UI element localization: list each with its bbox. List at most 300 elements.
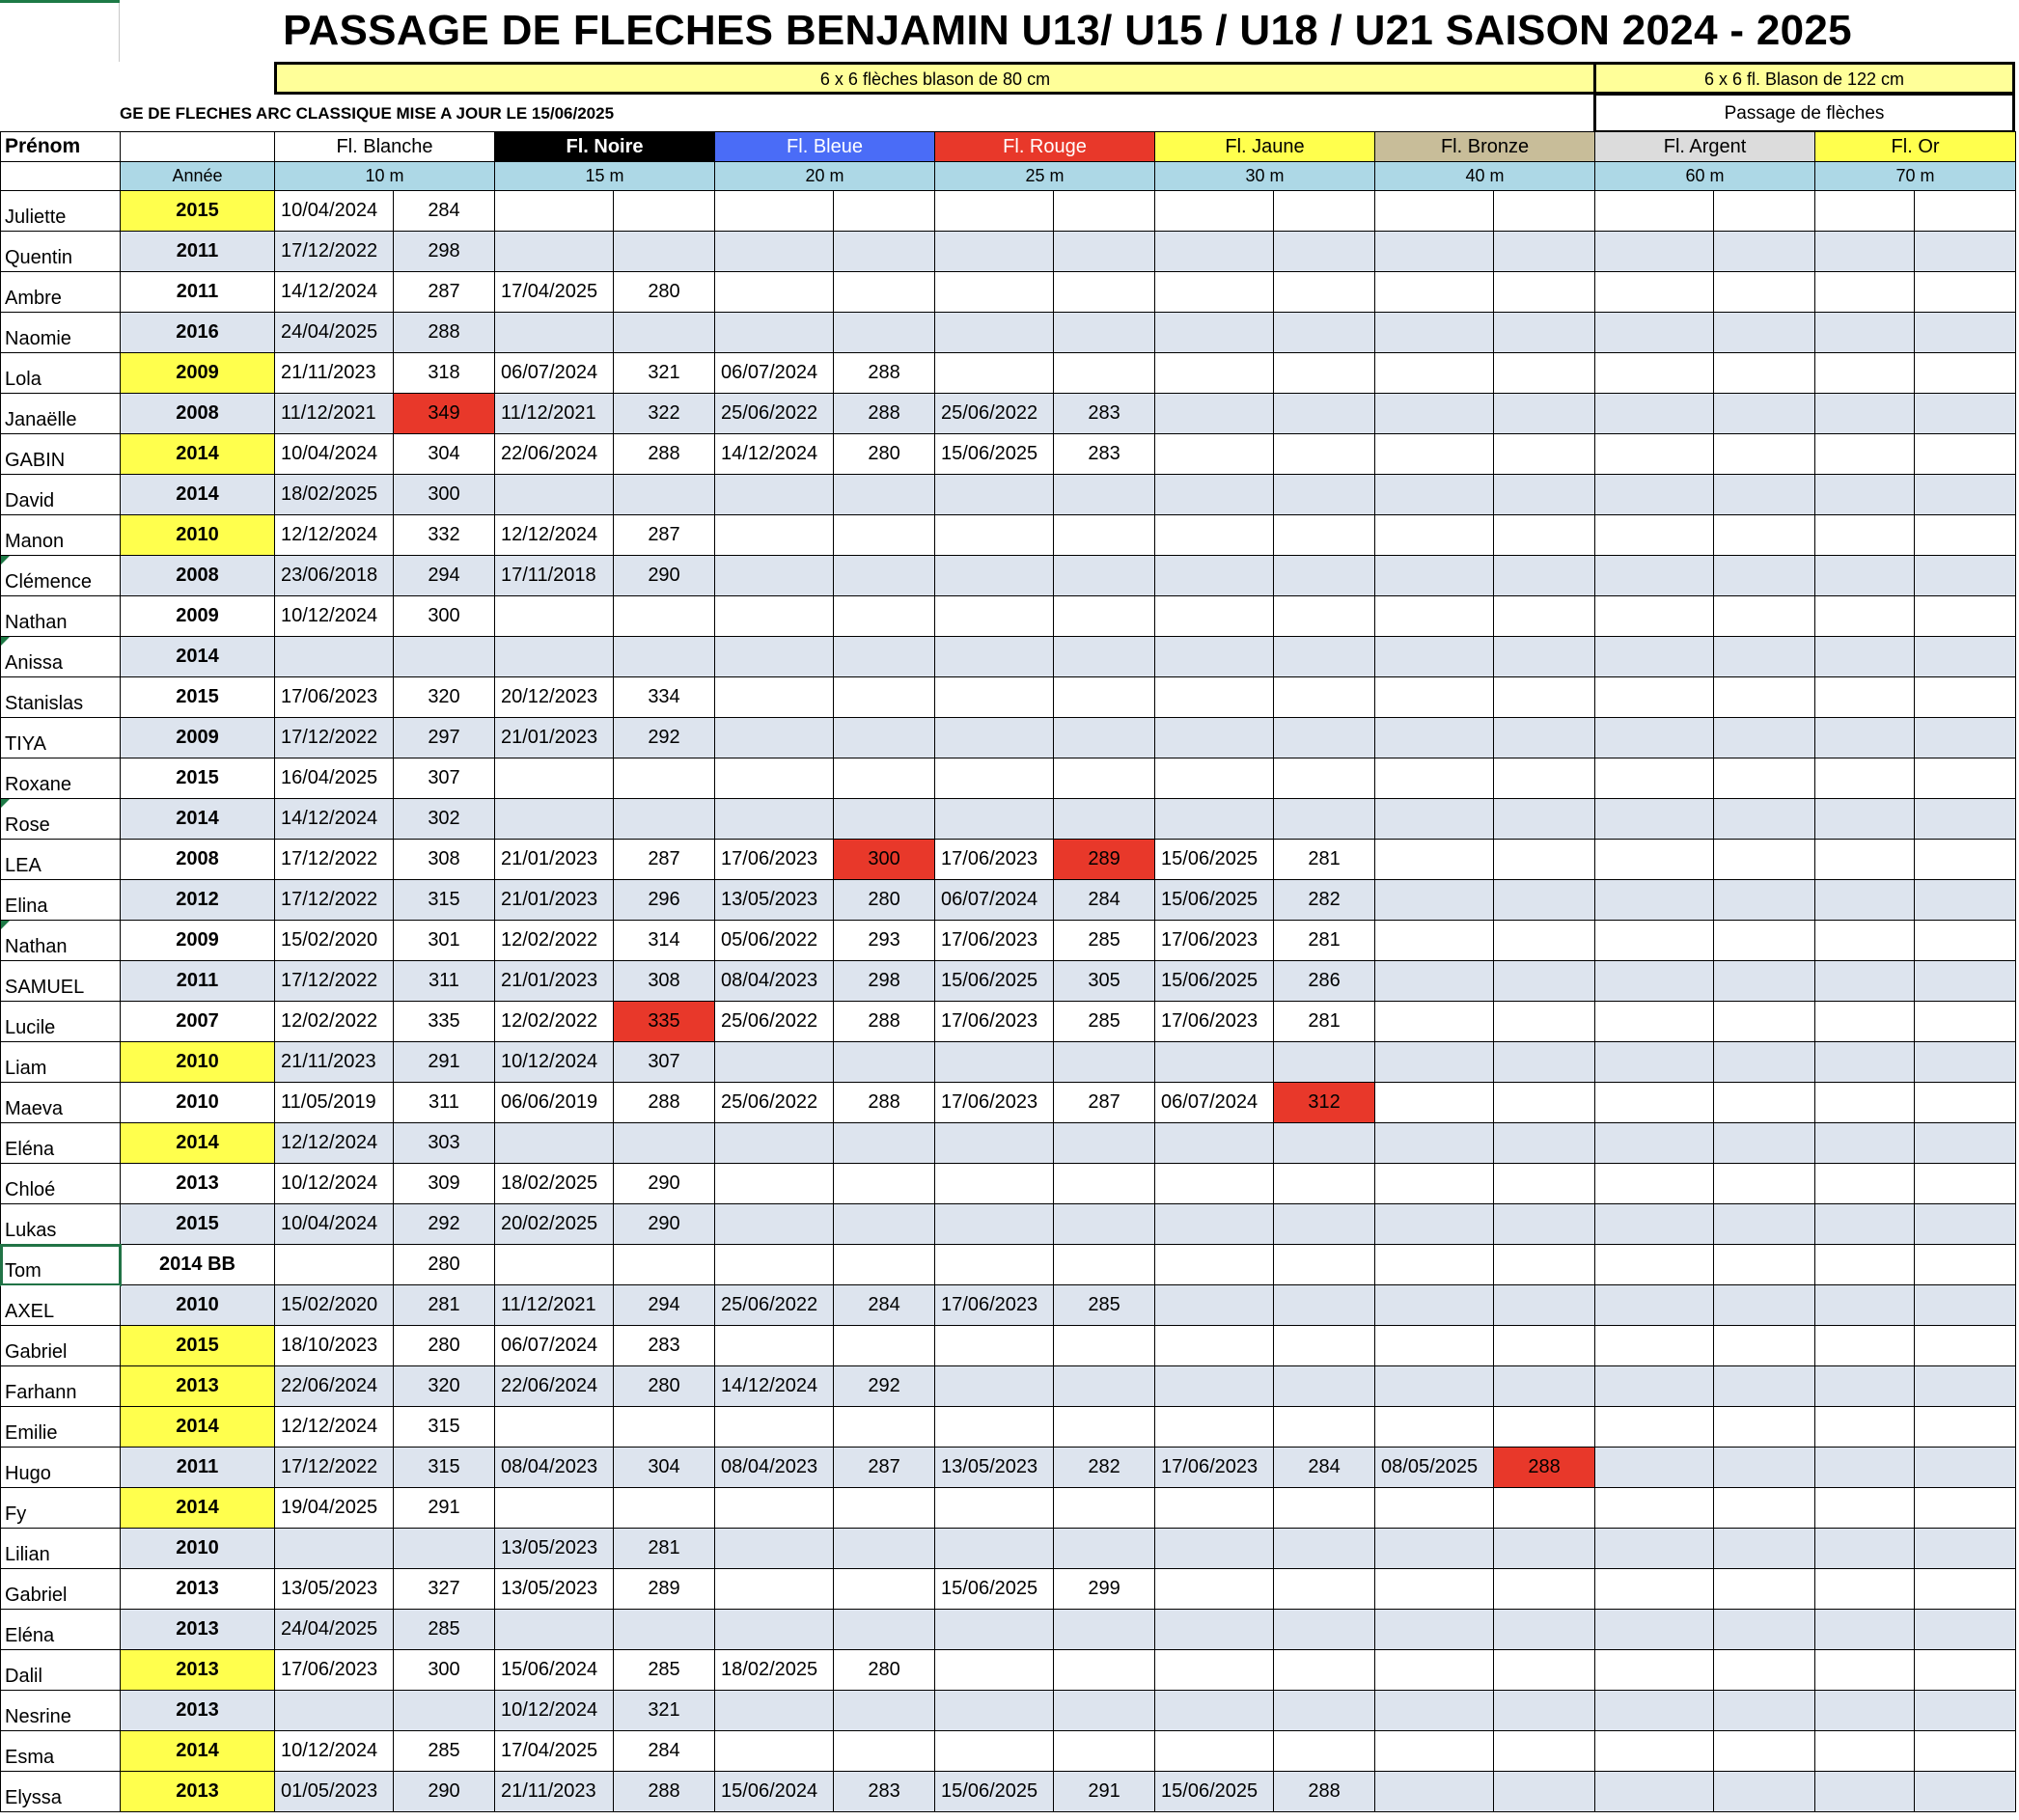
date-cell[interactable]: 12/12/2024 — [275, 515, 394, 556]
score-cell[interactable]: 320 — [394, 677, 495, 718]
date-cell[interactable] — [1375, 1245, 1494, 1285]
date-cell[interactable] — [1595, 677, 1714, 718]
date-cell[interactable]: 12/12/2024 — [275, 1123, 394, 1164]
score-cell[interactable] — [1054, 1366, 1155, 1407]
date-cell[interactable]: 15/06/2024 — [495, 1650, 614, 1691]
name-cell[interactable]: Nathan — [1, 596, 121, 637]
date-cell[interactable]: 10/12/2024 — [275, 596, 394, 637]
score-cell[interactable]: 289 — [1054, 840, 1155, 880]
date-cell[interactable]: 19/04/2025 — [275, 1488, 394, 1529]
score-cell[interactable] — [1494, 353, 1595, 394]
score-cell[interactable] — [1714, 1448, 1815, 1488]
date-cell[interactable] — [715, 515, 834, 556]
date-cell[interactable] — [1375, 1123, 1494, 1164]
name-cell[interactable]: Quentin — [1, 232, 121, 272]
score-cell[interactable] — [1274, 596, 1375, 637]
score-cell[interactable] — [1714, 1488, 1815, 1529]
date-cell[interactable] — [935, 272, 1054, 313]
date-cell[interactable] — [1815, 1610, 1915, 1650]
date-cell[interactable] — [1595, 1204, 1714, 1245]
score-cell[interactable] — [1714, 1083, 1815, 1123]
date-cell[interactable] — [1815, 799, 1915, 840]
score-cell[interactable]: 315 — [394, 1407, 495, 1448]
date-cell[interactable] — [495, 637, 614, 677]
score-cell[interactable] — [1494, 1691, 1595, 1731]
score-cell[interactable] — [1054, 799, 1155, 840]
score-cell[interactable] — [1915, 921, 2016, 961]
name-cell[interactable]: Lucile — [1, 1002, 121, 1042]
date-cell[interactable]: 17/04/2025 — [495, 272, 614, 313]
score-cell[interactable] — [1915, 1529, 2016, 1569]
score-cell[interactable] — [1714, 1285, 1815, 1326]
year-cell[interactable]: 2015 — [121, 1204, 275, 1245]
date-cell[interactable] — [1375, 1691, 1494, 1731]
date-cell[interactable]: 01/05/2023 — [275, 1772, 394, 1812]
score-cell[interactable] — [1714, 1164, 1815, 1204]
date-cell[interactable] — [1375, 1731, 1494, 1772]
date-cell[interactable] — [1155, 1610, 1274, 1650]
score-cell[interactable] — [834, 1123, 935, 1164]
date-cell[interactable] — [715, 1488, 834, 1529]
score-cell[interactable] — [1915, 1650, 2016, 1691]
score-cell[interactable] — [1494, 1083, 1595, 1123]
score-cell[interactable] — [1274, 272, 1375, 313]
date-cell[interactable] — [1375, 1772, 1494, 1812]
score-cell[interactable] — [1054, 272, 1155, 313]
score-cell[interactable]: 288 — [614, 434, 715, 475]
date-cell[interactable] — [1815, 272, 1915, 313]
date-cell[interactable] — [275, 1245, 394, 1285]
date-cell[interactable] — [935, 232, 1054, 272]
score-cell[interactable] — [1054, 1650, 1155, 1691]
score-cell[interactable]: 305 — [1054, 961, 1155, 1002]
score-cell[interactable] — [834, 1529, 935, 1569]
score-cell[interactable] — [1274, 1488, 1375, 1529]
date-cell[interactable]: 06/07/2024 — [495, 1326, 614, 1366]
score-cell[interactable]: 322 — [614, 394, 715, 434]
score-cell[interactable] — [1714, 596, 1815, 637]
name-cell[interactable]: Eléna — [1, 1610, 121, 1650]
score-cell[interactable] — [1274, 394, 1375, 434]
year-cell[interactable]: 2011 — [121, 272, 275, 313]
score-cell[interactable]: 290 — [394, 1772, 495, 1812]
date-cell[interactable] — [935, 1488, 1054, 1529]
date-cell[interactable] — [1375, 718, 1494, 758]
score-cell[interactable] — [1714, 1610, 1815, 1650]
date-cell[interactable] — [1595, 799, 1714, 840]
date-cell[interactable] — [495, 1123, 614, 1164]
score-cell[interactable]: 335 — [614, 1002, 715, 1042]
score-cell[interactable]: 288 — [834, 394, 935, 434]
score-cell[interactable] — [834, 758, 935, 799]
score-cell[interactable]: 292 — [394, 1204, 495, 1245]
score-cell[interactable] — [1274, 1042, 1375, 1083]
score-cell[interactable]: 293 — [834, 921, 935, 961]
date-cell[interactable]: 06/07/2024 — [495, 353, 614, 394]
score-cell[interactable] — [1054, 232, 1155, 272]
name-cell[interactable]: Clémence — [1, 556, 121, 596]
date-cell[interactable]: 17/12/2022 — [275, 880, 394, 921]
date-cell[interactable] — [715, 718, 834, 758]
date-cell[interactable] — [715, 1245, 834, 1285]
score-cell[interactable] — [1274, 1285, 1375, 1326]
name-cell[interactable]: Esma — [1, 1731, 121, 1772]
date-cell[interactable] — [1815, 1083, 1915, 1123]
date-cell[interactable] — [935, 191, 1054, 232]
date-cell[interactable] — [1595, 475, 1714, 515]
date-cell[interactable] — [715, 313, 834, 353]
score-cell[interactable]: 280 — [834, 1650, 935, 1691]
date-cell[interactable] — [495, 475, 614, 515]
score-cell[interactable] — [1915, 394, 2016, 434]
date-cell[interactable] — [1815, 1123, 1915, 1164]
score-cell[interactable] — [834, 1691, 935, 1731]
date-cell[interactable] — [1595, 1164, 1714, 1204]
score-cell[interactable] — [1915, 596, 2016, 637]
date-cell[interactable] — [275, 637, 394, 677]
score-cell[interactable] — [1274, 434, 1375, 475]
score-cell[interactable] — [1915, 1731, 2016, 1772]
score-cell[interactable]: 285 — [1054, 921, 1155, 961]
score-cell[interactable] — [1494, 1245, 1595, 1285]
score-cell[interactable]: 289 — [614, 1569, 715, 1610]
year-cell[interactable]: 2014 — [121, 434, 275, 475]
year-cell[interactable]: 2014 — [121, 799, 275, 840]
score-cell[interactable] — [1714, 677, 1815, 718]
score-cell[interactable] — [1714, 394, 1815, 434]
score-cell[interactable] — [614, 1407, 715, 1448]
name-cell[interactable]: AXEL — [1, 1285, 121, 1326]
score-cell[interactable]: 288 — [834, 1002, 935, 1042]
date-cell[interactable] — [495, 232, 614, 272]
date-cell[interactable] — [1815, 1366, 1915, 1407]
date-cell[interactable] — [495, 1407, 614, 1448]
date-cell[interactable] — [1595, 515, 1714, 556]
score-cell[interactable] — [834, 1245, 935, 1285]
score-cell[interactable] — [1274, 313, 1375, 353]
score-cell[interactable] — [1915, 1285, 2016, 1326]
date-cell[interactable]: 12/12/2024 — [495, 515, 614, 556]
score-cell[interactable] — [1915, 1326, 2016, 1366]
score-cell[interactable] — [1915, 272, 2016, 313]
score-cell[interactable]: 288 — [614, 1772, 715, 1812]
date-cell[interactable]: 23/06/2018 — [275, 556, 394, 596]
date-cell[interactable] — [935, 1042, 1054, 1083]
date-cell[interactable] — [715, 232, 834, 272]
year-cell[interactable]: 2011 — [121, 1448, 275, 1488]
score-cell[interactable] — [1274, 1245, 1375, 1285]
date-cell[interactable] — [1375, 434, 1494, 475]
date-cell[interactable] — [1595, 1407, 1714, 1448]
score-cell[interactable]: 290 — [614, 1204, 715, 1245]
year-cell[interactable]: 2011 — [121, 232, 275, 272]
score-cell[interactable] — [1274, 758, 1375, 799]
date-cell[interactable] — [495, 799, 614, 840]
score-cell[interactable]: 280 — [834, 434, 935, 475]
score-cell[interactable] — [614, 191, 715, 232]
year-cell[interactable]: 2015 — [121, 191, 275, 232]
score-cell[interactable] — [1714, 1002, 1815, 1042]
score-cell[interactable] — [1494, 921, 1595, 961]
date-cell[interactable] — [1155, 232, 1274, 272]
score-cell[interactable]: 300 — [834, 840, 935, 880]
score-cell[interactable] — [834, 1326, 935, 1366]
date-cell[interactable] — [935, 313, 1054, 353]
name-cell[interactable]: Dalil — [1, 1650, 121, 1691]
date-cell[interactable] — [1155, 1569, 1274, 1610]
date-cell[interactable]: 21/11/2023 — [275, 1042, 394, 1083]
score-cell[interactable]: 280 — [614, 272, 715, 313]
score-cell[interactable] — [614, 758, 715, 799]
score-cell[interactable] — [1494, 718, 1595, 758]
name-cell[interactable]: Nesrine — [1, 1691, 121, 1731]
date-cell[interactable] — [1595, 1569, 1714, 1610]
score-cell[interactable] — [1494, 961, 1595, 1002]
date-cell[interactable] — [1375, 596, 1494, 637]
date-cell[interactable]: 22/06/2024 — [495, 1366, 614, 1407]
score-cell[interactable]: 334 — [614, 677, 715, 718]
date-cell[interactable]: 17/06/2023 — [275, 1650, 394, 1691]
score-cell[interactable] — [1915, 1042, 2016, 1083]
date-cell[interactable] — [1595, 434, 1714, 475]
score-cell[interactable] — [1714, 1123, 1815, 1164]
date-cell[interactable] — [715, 1123, 834, 1164]
score-cell[interactable] — [1714, 758, 1815, 799]
year-cell[interactable]: 2013 — [121, 1164, 275, 1204]
score-cell[interactable]: 290 — [614, 556, 715, 596]
name-cell[interactable]: Lilian — [1, 1529, 121, 1569]
date-cell[interactable] — [1155, 1366, 1274, 1407]
date-cell[interactable] — [1815, 1042, 1915, 1083]
score-cell[interactable] — [1054, 1204, 1155, 1245]
score-cell[interactable]: 281 — [394, 1285, 495, 1326]
date-cell[interactable] — [1155, 1326, 1274, 1366]
score-cell[interactable]: 312 — [1274, 1083, 1375, 1123]
date-cell[interactable] — [1815, 758, 1915, 799]
score-cell[interactable] — [1054, 1488, 1155, 1529]
score-cell[interactable] — [1915, 515, 2016, 556]
date-cell[interactable]: 17/04/2025 — [495, 1731, 614, 1772]
year-cell[interactable]: 2008 — [121, 394, 275, 434]
score-cell[interactable]: 285 — [614, 1650, 715, 1691]
score-cell[interactable] — [1494, 1650, 1595, 1691]
date-cell[interactable] — [1595, 1488, 1714, 1529]
score-cell[interactable]: 285 — [394, 1610, 495, 1650]
date-cell[interactable] — [1595, 394, 1714, 434]
score-cell[interactable]: 296 — [614, 880, 715, 921]
date-cell[interactable] — [935, 1529, 1054, 1569]
date-cell[interactable] — [1595, 880, 1714, 921]
date-cell[interactable] — [935, 758, 1054, 799]
date-cell[interactable] — [715, 1569, 834, 1610]
date-cell[interactable] — [1375, 1083, 1494, 1123]
year-cell[interactable]: 2015 — [121, 1326, 275, 1366]
date-cell[interactable]: 13/05/2023 — [495, 1569, 614, 1610]
score-cell[interactable] — [1915, 313, 2016, 353]
score-cell[interactable] — [834, 232, 935, 272]
date-cell[interactable] — [1155, 718, 1274, 758]
date-cell[interactable] — [1815, 1326, 1915, 1366]
date-cell[interactable]: 08/05/2025 — [1375, 1448, 1494, 1488]
date-cell[interactable]: 05/06/2022 — [715, 921, 834, 961]
date-cell[interactable]: 15/06/2024 — [715, 1772, 834, 1812]
date-cell[interactable] — [495, 1610, 614, 1650]
score-cell[interactable] — [1494, 1204, 1595, 1245]
date-cell[interactable] — [935, 1245, 1054, 1285]
date-cell[interactable]: 17/06/2023 — [935, 1002, 1054, 1042]
score-cell[interactable] — [1915, 840, 2016, 880]
score-cell[interactable] — [1714, 1326, 1815, 1366]
date-cell[interactable]: 13/05/2023 — [715, 880, 834, 921]
date-cell[interactable] — [1155, 272, 1274, 313]
date-cell[interactable]: 11/12/2021 — [275, 394, 394, 434]
score-cell[interactable] — [1054, 556, 1155, 596]
date-cell[interactable] — [1815, 394, 1915, 434]
score-cell[interactable] — [1274, 1204, 1375, 1245]
score-cell[interactable] — [1274, 1407, 1375, 1448]
score-cell[interactable] — [1915, 961, 2016, 1002]
date-cell[interactable] — [935, 353, 1054, 394]
score-cell[interactable]: 283 — [1054, 434, 1155, 475]
date-cell[interactable]: 10/12/2024 — [275, 1731, 394, 1772]
name-cell[interactable]: Elina — [1, 880, 121, 921]
date-cell[interactable] — [1595, 191, 1714, 232]
date-cell[interactable] — [1375, 475, 1494, 515]
date-cell[interactable] — [1595, 1123, 1714, 1164]
date-cell[interactable]: 08/04/2023 — [715, 1448, 834, 1488]
date-cell[interactable] — [1155, 1529, 1274, 1569]
date-cell[interactable] — [935, 799, 1054, 840]
date-cell[interactable]: 21/11/2023 — [275, 353, 394, 394]
score-cell[interactable] — [1494, 677, 1595, 718]
year-cell[interactable]: 2014 — [121, 475, 275, 515]
name-cell[interactable]: Manon — [1, 515, 121, 556]
date-cell[interactable] — [1155, 1488, 1274, 1529]
score-cell[interactable]: 287 — [394, 272, 495, 313]
year-cell[interactable]: 2008 — [121, 556, 275, 596]
score-cell[interactable] — [1714, 1691, 1815, 1731]
date-cell[interactable] — [1155, 556, 1274, 596]
score-cell[interactable]: 281 — [1274, 921, 1375, 961]
date-cell[interactable] — [1815, 1002, 1915, 1042]
date-cell[interactable] — [715, 1407, 834, 1448]
date-cell[interactable]: 17/06/2023 — [935, 921, 1054, 961]
score-cell[interactable] — [834, 556, 935, 596]
score-cell[interactable] — [1714, 1772, 1815, 1812]
score-cell[interactable]: 300 — [394, 475, 495, 515]
date-cell[interactable] — [1815, 840, 1915, 880]
score-cell[interactable]: 327 — [394, 1569, 495, 1610]
date-cell[interactable] — [1155, 1691, 1274, 1731]
date-cell[interactable]: 17/12/2022 — [275, 232, 394, 272]
score-cell[interactable]: 300 — [394, 1650, 495, 1691]
date-cell[interactable] — [1375, 1002, 1494, 1042]
date-cell[interactable] — [1155, 515, 1274, 556]
year-cell[interactable]: 2015 — [121, 758, 275, 799]
score-cell[interactable]: 304 — [394, 434, 495, 475]
score-cell[interactable] — [614, 1610, 715, 1650]
score-cell[interactable] — [1494, 434, 1595, 475]
score-cell[interactable] — [1494, 1488, 1595, 1529]
year-cell[interactable]: 2014 — [121, 1123, 275, 1164]
date-cell[interactable] — [715, 475, 834, 515]
score-cell[interactable]: 284 — [614, 1731, 715, 1772]
date-cell[interactable] — [935, 1610, 1054, 1650]
score-cell[interactable] — [1494, 1326, 1595, 1366]
date-cell[interactable]: 15/06/2025 — [1155, 840, 1274, 880]
name-cell[interactable]: Chloé — [1, 1164, 121, 1204]
date-cell[interactable] — [715, 1204, 834, 1245]
score-cell[interactable]: 292 — [614, 718, 715, 758]
date-cell[interactable]: 10/12/2024 — [495, 1042, 614, 1083]
score-cell[interactable]: 283 — [834, 1772, 935, 1812]
date-cell[interactable] — [1815, 556, 1915, 596]
year-cell[interactable]: 2015 — [121, 677, 275, 718]
date-cell[interactable]: 22/06/2024 — [275, 1366, 394, 1407]
score-cell[interactable] — [1054, 758, 1155, 799]
score-cell[interactable]: 288 — [1494, 1448, 1595, 1488]
date-cell[interactable]: 17/11/2018 — [495, 556, 614, 596]
score-cell[interactable] — [1494, 1407, 1595, 1448]
score-cell[interactable] — [1494, 758, 1595, 799]
score-cell[interactable]: 308 — [614, 961, 715, 1002]
score-cell[interactable]: 302 — [394, 799, 495, 840]
date-cell[interactable]: 15/06/2025 — [935, 1772, 1054, 1812]
date-cell[interactable]: 15/06/2025 — [1155, 1772, 1274, 1812]
date-cell[interactable] — [935, 1204, 1054, 1245]
date-cell[interactable] — [1155, 434, 1274, 475]
score-cell[interactable] — [1054, 475, 1155, 515]
year-cell[interactable]: 2014 — [121, 637, 275, 677]
score-cell[interactable]: 311 — [394, 1083, 495, 1123]
date-cell[interactable] — [1155, 637, 1274, 677]
score-cell[interactable] — [1714, 1529, 1815, 1569]
date-cell[interactable] — [935, 1731, 1054, 1772]
date-cell[interactable] — [1815, 1569, 1915, 1610]
score-cell[interactable]: 288 — [1274, 1772, 1375, 1812]
date-cell[interactable]: 17/12/2022 — [275, 961, 394, 1002]
score-cell[interactable]: 321 — [614, 353, 715, 394]
date-cell[interactable] — [1595, 1285, 1714, 1326]
score-cell[interactable]: 280 — [394, 1326, 495, 1366]
date-cell[interactable] — [1155, 475, 1274, 515]
score-cell[interactable]: 335 — [394, 1002, 495, 1042]
score-cell[interactable] — [1054, 1731, 1155, 1772]
score-cell[interactable]: 301 — [394, 921, 495, 961]
score-cell[interactable] — [1494, 394, 1595, 434]
score-cell[interactable] — [834, 475, 935, 515]
score-cell[interactable] — [1915, 1164, 2016, 1204]
name-cell[interactable]: Juliette — [1, 191, 121, 232]
score-cell[interactable] — [834, 637, 935, 677]
score-cell[interactable] — [1274, 353, 1375, 394]
score-cell[interactable]: 298 — [394, 232, 495, 272]
score-cell[interactable]: 314 — [614, 921, 715, 961]
score-cell[interactable] — [1274, 515, 1375, 556]
date-cell[interactable]: 21/01/2023 — [495, 880, 614, 921]
date-cell[interactable]: 21/01/2023 — [495, 718, 614, 758]
score-cell[interactable] — [1915, 1448, 2016, 1488]
score-cell[interactable] — [834, 1164, 935, 1204]
date-cell[interactable] — [1155, 1204, 1274, 1245]
date-cell[interactable]: 12/02/2022 — [495, 1002, 614, 1042]
date-cell[interactable] — [715, 758, 834, 799]
score-cell[interactable] — [1714, 637, 1815, 677]
year-cell[interactable]: 2010 — [121, 1083, 275, 1123]
score-cell[interactable]: 292 — [834, 1366, 935, 1407]
score-cell[interactable]: 282 — [1274, 880, 1375, 921]
score-cell[interactable] — [834, 515, 935, 556]
